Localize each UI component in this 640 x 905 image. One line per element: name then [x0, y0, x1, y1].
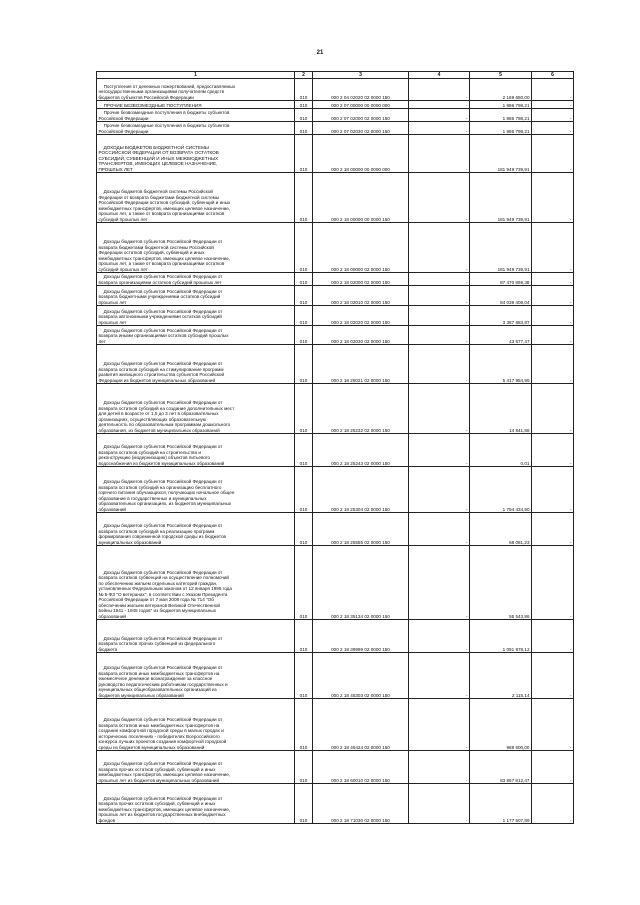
row-name-cell: Доходы бюджетов субъектов Российской Федерации от возврата иными организациями остатков субсидий прошлых лет — [97, 326, 295, 345]
header-col-1: 1 — [97, 72, 295, 79]
header-col-3: 3 — [313, 72, 409, 79]
table-row — [97, 223, 574, 273]
row-col4-cell: - — [409, 620, 470, 653]
row-code-cell: 010 — [295, 345, 313, 384]
row-kbk-cell: 000 2 07 02000 02 0000 150 — [313, 109, 409, 122]
row-name-cell: Прочие безвозмездные поступления в бюджеты субъектов Российской Федерации — [97, 109, 295, 122]
row-kbk-cell: 000 2 18 25304 02 0000 150 — [313, 467, 409, 513]
row-code-cell: 010 — [295, 653, 313, 699]
row-col4-cell: - — [409, 467, 470, 513]
row-name-cell: Доходы бюджетов субъектов Российской Федерации от возврата бюджетными учреждениями остатков субсидий прошлых лет — [97, 286, 295, 306]
revenue-table — [96, 71, 574, 824]
row-code-cell: 010 — [295, 467, 313, 513]
row-col6-cell: - — [532, 384, 574, 434]
row-code-cell: 010 — [295, 79, 313, 101]
header-col-2: 2 — [295, 72, 313, 79]
row-col6-cell: - — [532, 306, 574, 326]
row-code-cell: 010 — [295, 751, 313, 784]
row-col6-cell: - — [532, 434, 574, 467]
row-col4-cell: - — [409, 751, 470, 784]
row-amount-cell: 3 387 883,87 — [470, 306, 532, 326]
row-code-cell: 010 — [295, 109, 313, 122]
row-kbk-cell: 000 2 18 02020 02 0000 150 — [313, 306, 409, 326]
table-row — [97, 135, 574, 173]
row-code-cell: 010 — [295, 326, 313, 345]
row-col6-cell: - — [532, 286, 574, 306]
row-amount-cell: 2 169 650,00 — [470, 79, 532, 101]
table-row — [97, 326, 574, 345]
table-row — [97, 109, 574, 122]
row-kbk-cell: 000 2 18 25232 02 0000 150 — [313, 384, 409, 434]
row-amount-cell: 1 794 434,90 — [470, 467, 532, 513]
row-code-cell: 010 — [295, 173, 313, 223]
row-code-cell: 010 — [295, 546, 313, 620]
row-col4-cell: - — [409, 434, 470, 467]
row-col6-cell: - — [532, 101, 574, 109]
row-col4-cell: - — [409, 784, 470, 824]
table-row — [97, 173, 574, 223]
row-name-cell: ДОХОДЫ БЮДЖЕТОВ БЮДЖЕТНОЙ СИСТЕМЫ РОССИЙСКОЙ ФЕДЕРАЦИИ ОТ ВОЗВРАТА ОСТАТКОВ СУБСИДИЙ, СУБВЕНЦИЙ И ИНЫХ МЕЖБЮДЖЕТНЫХ ТРАНСФЕРТОВ, ИМЕЮЩИХ ЦЕЛЕВОЕ НАЗНАЧЕНИЕ, ПРОШЛЫХ ЛЕТ — [97, 135, 295, 173]
row-kbk-cell: 000 2 18 00000 00 0000 000 — [313, 135, 409, 173]
row-name-cell: Доходы бюджетов субъектов Российской Федерации от возврата остатков субсидий на стимулирование программ развития жилищного строительства субъектов Российской Федерации из бюджетов муниципальных образований — [97, 345, 295, 384]
row-kbk-cell: 000 2 18 25243 02 0000 150 — [313, 434, 409, 467]
row-name-cell: Доходы бюджетов субъектов Российской Федерации от возврата остатков иных межбюджетных трансфертов на ежемесячное денежное вознаграждение за классное руководство педагогическим работникам государственных и муниципальных общеобразовательных организаций из бюджетов муниципальных образований — [97, 653, 295, 699]
row-kbk-cell: 000 2 18 39999 02 0000 150 — [313, 620, 409, 653]
row-col4-cell: - — [409, 326, 470, 345]
table-row — [97, 345, 574, 384]
row-amount-cell: 84 039 408,04 — [470, 286, 532, 306]
row-amount-cell: 181 949 739,91 — [470, 173, 532, 223]
row-amount-cell: 1 886 798,21 — [470, 109, 532, 122]
row-amount-cell: 1 091 978,12 — [470, 620, 532, 653]
row-name-cell: Доходы бюджетов субъектов Российской Федерации от возврата остатков субсидий на строительство и реконструкцию (модернизацию) объектов питьевого водоснабжения из бюджетов муниципальных образований — [97, 434, 295, 467]
table-row — [97, 467, 574, 513]
row-col6-cell: - — [532, 79, 574, 101]
row-amount-cell: 83 867 812,47 — [470, 751, 532, 784]
row-col4-cell: - — [409, 306, 470, 326]
table-row — [97, 620, 574, 653]
row-amount-cell: 14 841,88 — [470, 384, 532, 434]
row-col6-cell: - — [532, 326, 574, 345]
row-col4-cell: - — [409, 653, 470, 699]
row-kbk-cell: 000 2 07 00000 00 0000 000 — [313, 101, 409, 109]
row-kbk-cell: 000 2 18 25555 02 0000 150 — [313, 513, 409, 546]
row-col4-cell: - — [409, 699, 470, 751]
row-col6-cell: - — [532, 345, 574, 384]
row-kbk-cell: 000 2 18 00000 02 0000 150 — [313, 223, 409, 273]
row-col4-cell: - — [409, 173, 470, 223]
row-col6-cell: - — [532, 109, 574, 122]
row-amount-cell: 988 600,00 — [470, 699, 532, 751]
row-col6-cell: - — [532, 699, 574, 751]
row-col6-cell: - — [532, 173, 574, 223]
header-col-4: 4 — [409, 72, 470, 79]
row-col4-cell: - — [409, 109, 470, 122]
row-amount-cell: 5 417 954,95 — [470, 345, 532, 384]
row-code-cell: 010 — [295, 306, 313, 326]
row-name-cell: Доходы бюджетов субъектов Российской Федерации от возврата остатков субсидий на организацию бесплатного горячего питания обучающихся, получающих начальное общее образование в государственных и муниципальных образовательных организациях, из бюджетов муниципальных образований — [97, 467, 295, 513]
row-col6-cell: - — [532, 620, 574, 653]
row-name-cell: Прочие безвозмездные поступления в бюджеты субъектов Российской Федерации — [97, 122, 295, 135]
table-row — [97, 79, 574, 101]
row-name-cell: Доходы бюджетов субъектов Российской Федерации от возврата прочих остатков субсидий, субвенций и иных межбюджетных трансфертов, имеющих целевое назначение, прошлых лет из бюджетов государственных внебюджетных фондов — [97, 784, 295, 824]
row-code-cell: 010 — [295, 384, 313, 434]
row-amount-cell: 43 577,47 — [470, 326, 532, 345]
table-row — [97, 751, 574, 784]
row-kbk-cell: 000 2 18 45424 02 0000 150 — [313, 699, 409, 751]
row-code-cell: 010 — [295, 434, 313, 467]
row-kbk-cell: 000 2 18 60010 02 0000 150 — [313, 751, 409, 784]
row-code-cell: 010 — [295, 273, 313, 286]
header-col-5: 5 — [470, 72, 532, 79]
row-kbk-cell: 000 2 07 02030 02 0000 150 — [313, 122, 409, 135]
header-col-6: 6 — [532, 72, 574, 79]
row-amount-cell: 1 177 507,89 — [470, 784, 532, 824]
row-col6-cell: - — [532, 513, 574, 546]
row-col6-cell: - — [532, 122, 574, 135]
table-row — [97, 273, 574, 286]
row-kbk-cell: 000 2 18 35134 02 0000 150 — [313, 546, 409, 620]
row-name-cell: Доходы бюджетов субъектов Российской Федерации от возврата организациями остатков субсидий прошлых лет — [97, 273, 295, 286]
row-col6-cell: - — [532, 135, 574, 173]
row-code-cell: 010 — [295, 620, 313, 653]
row-name-cell: Доходы бюджетов бюджетной системы Российской Федерации от возврата бюджетами бюджетной системы Российской Федерации остатков субсидий, субвенций и иных межбюджетных трансфертов, имеющих целевое назначение, прошлых лет, а также от возврата организациями остатков субсидий прошлых лет — [97, 173, 295, 223]
row-kbk-cell: 000 2 18 02030 02 0000 150 — [313, 326, 409, 345]
row-kbk-cell: 000 2 18 71030 02 0000 150 — [313, 784, 409, 824]
row-kbk-cell: 000 2 18 00000 00 0000 150 — [313, 173, 409, 223]
row-amount-cell: 55 543,86 — [470, 546, 532, 620]
table-row — [97, 306, 574, 326]
row-name-cell: Доходы бюджетов субъектов Российской Федерации от возврата остатков субсидий на реализацию программ формирования современной городской среды из бюджетов муниципальных образований — [97, 513, 295, 546]
table-header-row — [97, 72, 574, 79]
row-code-cell: 010 — [295, 135, 313, 173]
row-name-cell: Поступления от денежных пожертвований, предоставляемых негосударственными организациями получателям средств бюджетов субъектов Российской Федерации — [97, 79, 295, 101]
row-col6-cell: - — [532, 653, 574, 699]
row-kbk-cell: 000 2 18 02010 02 0000 150 — [313, 286, 409, 306]
row-amount-cell: 0,01 — [470, 434, 532, 467]
row-code-cell: 010 — [295, 286, 313, 306]
row-name-cell: Доходы бюджетов субъектов Российской Федерации от возврата бюджетами бюджетной системы Российской Федерации остатков субсидий, субвенций и иных межбюджетных трансфертов, имеющих целевое назначение, прошлых лет, а также от возврата организациями остатков субсидий прошлых лет — [97, 223, 295, 273]
row-amount-cell: 68 081,23 — [470, 513, 532, 546]
row-col4-cell: - — [409, 286, 470, 306]
row-name-cell: Доходы бюджетов субъектов Российской Федерации от возврата остатков прочих субвенций из федерального бюджета — [97, 620, 295, 653]
table-row — [97, 434, 574, 467]
row-name-cell: Доходы бюджетов субъектов Российской Федерации от возврата прочих остатков субсидий, субвенций и иных межбюджетных трансфертов, имеющих целевое назначение, прошлых лет из бюджетов муниципальных образований — [97, 751, 295, 784]
row-col4-cell: - — [409, 122, 470, 135]
table-row — [97, 653, 574, 699]
row-code-cell: 010 — [295, 513, 313, 546]
table-row — [97, 384, 574, 434]
row-code-cell: 010 — [295, 784, 313, 824]
table-row — [97, 122, 574, 135]
row-code-cell: 010 — [295, 699, 313, 751]
page-number: 21 — [316, 50, 324, 56]
row-col4-cell: - — [409, 223, 470, 273]
row-code-cell: 010 — [295, 122, 313, 135]
row-code-cell: 010 — [295, 223, 313, 273]
row-kbk-cell: 000 2 18 02000 02 0000 150 — [313, 273, 409, 286]
row-amount-cell: 181 949 739,91 — [470, 223, 532, 273]
row-col4-cell: - — [409, 135, 470, 173]
row-col4-cell: - — [409, 101, 470, 109]
row-amount-cell: 181 949 739,91 — [470, 135, 532, 173]
row-kbk-cell: 000 2 18 25021 02 0000 150 — [313, 345, 409, 384]
table-row — [97, 699, 574, 751]
row-amount-cell: 1 886 798,21 — [470, 122, 532, 135]
row-col6-cell: - — [532, 223, 574, 273]
table-row — [97, 101, 574, 109]
row-col4-cell: - — [409, 384, 470, 434]
table-row — [97, 784, 574, 824]
row-kbk-cell: 000 2 18 45303 02 0000 150 — [313, 653, 409, 699]
table-row — [97, 286, 574, 306]
row-col6-cell: - — [532, 467, 574, 513]
row-name-cell: Доходы бюджетов субъектов Российской Федерации от возврата автономными учреждениями остатков субсидий прошлых лет — [97, 306, 295, 326]
row-col4-cell: - — [409, 345, 470, 384]
row-col6-cell: - — [532, 273, 574, 286]
row-col6-cell: - — [532, 751, 574, 784]
row-col4-cell: - — [409, 546, 470, 620]
row-amount-cell: 1 886 798,21 — [470, 101, 532, 109]
row-col4-cell: - — [409, 273, 470, 286]
row-name-cell: Доходы бюджетов субъектов Российской Федерации от возврата остатков субвенций на осуществление полномочий по обеспечению жильем отдельных категорий граждан, установленных Федеральным законом от 12 января 1995 года № 5-ФЗ "О ветеранах", в соответствии с Указом Президента Российской Федерации от 7 мая 2008 года № 714 "Об обеспечении жильем ветеранов Великой Отечественной войны 1941 - 1945 годов" из бюджетов муниципальных образований — [97, 546, 295, 620]
row-name-cell: Доходы бюджетов субъектов Российской Федерации от возврата остатков иных межбюджетных трансфертов на создание комфортной городской среды в малых городах и исторических поселениях - победителях Всероссийского конкурса лучших проектов создания комфортной городской среды из бюджетов муниципальных образований — [97, 699, 295, 751]
row-col4-cell: - — [409, 513, 470, 546]
table-row — [97, 513, 574, 546]
row-name-cell: ПРОЧИЕ БЕЗВОЗМЕЗДНЫЕ ПОСТУПЛЕНИЯ — [97, 101, 295, 109]
row-col6-cell: - — [532, 784, 574, 824]
table-row — [97, 546, 574, 620]
row-code-cell: 010 — [295, 101, 313, 109]
row-col4-cell: - — [409, 79, 470, 101]
row-name-cell: Доходы бюджетов субъектов Российской Федерации от возврата остатков субсидий на создание дополнительных мест для детей в возрасте от 1,5 до 3 лет в образовательных организациях, осуществляющих образовательную деятельность по образовательным программам дошкольного образования, из бюджетов муниципальных образований — [97, 384, 295, 434]
row-amount-cell: 2 115,14 — [470, 653, 532, 699]
row-kbk-cell: 000 2 04 02020 02 0000 150 — [313, 79, 409, 101]
row-amount-cell: 87 470 869,38 — [470, 273, 532, 286]
row-col6-cell: - — [532, 546, 574, 620]
